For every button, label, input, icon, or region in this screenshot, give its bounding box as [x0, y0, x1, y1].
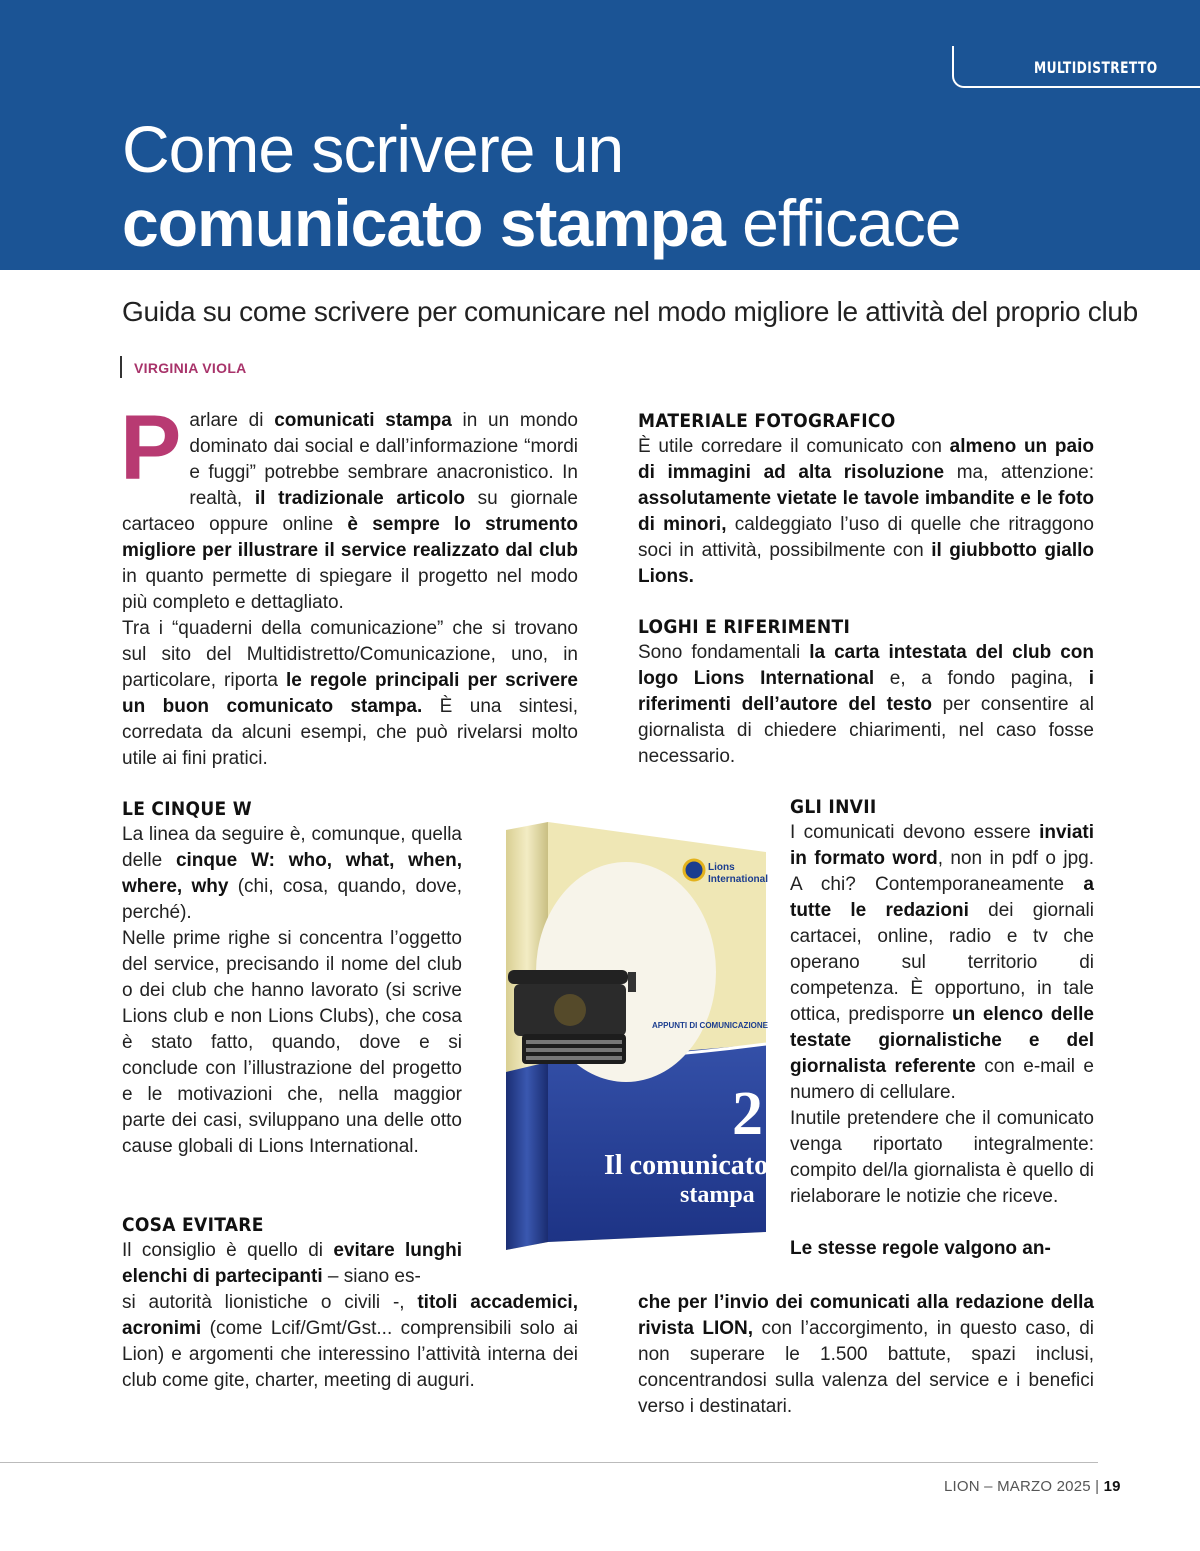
bold-text-run: inviati in formato word	[790, 822, 1094, 869]
text-run: (chi, cosa, quando, dove, perché).	[122, 876, 462, 923]
invii-paragraph-3-start	[790, 1236, 1094, 1262]
text-run: arlare di	[189, 410, 275, 431]
section-heading: LOGHI E RIFERIMENTI	[638, 616, 851, 638]
book-series: APPUNTI DI COMUNICAZIONE	[652, 1021, 768, 1030]
book-spine-blue	[506, 1062, 548, 1250]
header-banner	[0, 0, 1200, 270]
bold-text-run: assolutamente vietate le tavole imbandite e le foto di minori,	[638, 488, 1094, 535]
text-run: Sono fondamentali	[638, 642, 810, 663]
section-heading: LE CINQUE W	[122, 798, 252, 820]
intro-column	[120, 397, 579, 772]
section-cosa-evitare-continued	[122, 1290, 578, 1394]
book-title-line1: Il comunicato	[604, 1150, 769, 1181]
bold-text-run: la carta intestata del club con logo Lions International	[638, 642, 1094, 689]
text-run: su giornale cartaceo oppure online	[122, 488, 578, 535]
bold-text-run: evitare lunghi elenchi di partecipanti	[122, 1240, 462, 1287]
text-run: Il consiglio è quello di	[122, 1240, 334, 1261]
drop-cap: P	[120, 397, 182, 499]
bold-text-run: almeno un paio di immagini ad alta risoluzione	[638, 436, 1094, 483]
lions-logo-icon	[684, 860, 704, 880]
book-title-line2: stampa	[680, 1182, 755, 1208]
typewriter-illustration	[508, 970, 636, 1064]
text-run: È una sintesi, corredata da alcuni esempi, che può rivelarsi molto utile ai fini pratici.	[122, 696, 578, 769]
section-loghi	[638, 614, 1094, 770]
author-byline: VIRGINIA VIOLA	[134, 360, 247, 376]
text-run: , non in pdf o jpg. A chi? Contemporaneamente	[790, 848, 1094, 895]
text-run: (come Lcif/Gmt/Gst... comprensibili solo ai Lion) e argomenti che interessino l’attività interna dei club come gite, charter, meeting di auguri.	[122, 1318, 578, 1391]
cosa-evitare-paragraph-end	[122, 1290, 578, 1394]
text-run: in un mondo dominato dai social e dall’informazione “mordi e fuggi” potrebbe sembrare anacronistico. In realtà,	[189, 410, 579, 509]
text-run: si autorità lionistiche o civili -,	[122, 1292, 418, 1313]
text-run: – siano es-	[322, 1266, 421, 1287]
byline-divider	[120, 356, 122, 378]
text-run: e, a fondo pagina,	[874, 668, 1089, 689]
text-run: È utile corredare il comunicato con	[638, 436, 950, 457]
bold-text-run: il tradizionale articolo	[254, 488, 465, 509]
text-run: caldeggiato l’uso di quelle che ritraggono soci in attività, possibilmente con	[638, 514, 1094, 561]
materiale-paragraph	[638, 434, 1094, 590]
text-run: Tra i “quaderni della comunicazione” che si trovano sul sito del Multidistretto/Comunicazione, uno, in particolare, riporta	[122, 618, 578, 691]
section-cinque-w	[122, 796, 462, 1160]
intro-paragraph-2	[122, 616, 578, 772]
invii-paragraph-1	[790, 820, 1094, 1106]
footer-issue: LION – MARZO 2025 |	[944, 1478, 1100, 1495]
intro-paragraph-1	[120, 397, 579, 616]
title-rest: efficace	[724, 186, 961, 260]
text-run: con e-mail e numero di cellulare.	[790, 1056, 1094, 1103]
page-title	[122, 112, 960, 260]
section-gli-invii-continued	[638, 1290, 1094, 1420]
page-footer	[944, 1478, 1121, 1495]
book-cover-image	[500, 822, 772, 1262]
text-run: La linea da seguire è, comunque, quella delle	[122, 824, 462, 871]
page-number: 19	[1103, 1478, 1121, 1495]
book-brand-line1: Lions	[708, 862, 735, 873]
bold-text-run: è sempre lo strumento migliore per illustrare il service realizzato dal club	[122, 514, 578, 561]
bold-text-run: comunicati stampa	[274, 410, 452, 431]
text-run: dei giornali cartacei, online, radio e tv che operano sul territorio di competenza. È opportuno, in tale ottica, predisporre	[790, 900, 1094, 1025]
text-run: per consentire al giornalista di chiedere chiarimenti, nel caso fosse necessario.	[638, 694, 1095, 767]
text-run: in quanto permette di spiegare il progetto nel modo più completo e dettagliato.	[122, 566, 578, 613]
text-run: I comunicati devono essere	[790, 822, 1040, 843]
bold-text-run: titoli accademici, acronimi	[122, 1292, 578, 1339]
book-number: 2	[732, 1080, 763, 1148]
section-heading: MATERIALE FOTOGRAFICO	[638, 410, 896, 432]
title-line-1: Come scrivere un	[122, 112, 624, 186]
section-cosa-evitare	[122, 1212, 462, 1290]
section-tag: MULTIDISTRETTO	[1034, 58, 1158, 77]
bold-text-run: cinque W: who, what, when, where, why	[122, 850, 462, 897]
section-gli-invii	[790, 794, 1094, 1262]
cosa-evitare-paragraph-start	[122, 1238, 462, 1290]
text-run: con l’accorgimento, in questo caso, di non superare le 1.500 battute, spazi inclusi, concentrandosi sulla valenza del service e i benefici verso i destinatari.	[638, 1318, 1094, 1417]
book-brand-line2: International	[708, 874, 769, 885]
bold-text-run: i riferimenti dell’autore del testo	[638, 668, 1095, 715]
title-bold: comunicato stampa	[122, 186, 725, 260]
text-run: Inutile pretendere che il comunicato venga riportato integralmente: compito del/la giornalista è quello di rielaborare le notizie che riceve.	[790, 1108, 1094, 1207]
text-run: Nelle prime righe si concentra l’oggetto del service, precisando il nome del club o dei club che hanno lavorato (si scrive Lions club e non Lions Clubs), che cosa è stato fatto, quando, dove e si conclude con l’illustrazione del progetto e le motivazioni che, nella maggior parte dei casi, sviluppano una delle otto cause globali di Lions International.	[122, 928, 462, 1157]
section-heading: COSA EVITARE	[122, 1214, 264, 1236]
cinque-w-paragraph-1	[122, 822, 462, 926]
bold-text-run: un elenco delle testate giornalistiche e del giornalista referente	[790, 1004, 1094, 1077]
invii-paragraph-3-end	[638, 1290, 1094, 1420]
text-run: ma, attenzione:	[944, 462, 1094, 483]
cinque-w-paragraph-2	[122, 926, 462, 1160]
bold-text-run: Le stesse regole valgono an-	[790, 1238, 1051, 1259]
bold-text-run: il giubbotto giallo Lions.	[638, 540, 1094, 587]
invii-paragraph-2	[790, 1106, 1094, 1210]
bold-text-run: le regole principali per scrivere un buon comunicato stampa.	[122, 670, 578, 717]
section-heading: GLI INVII	[790, 796, 877, 818]
subtitle: Guida su come scrivere per comunicare nel modo migliore le attività del proprio club	[122, 296, 1138, 327]
section-materiale-fotografico	[638, 408, 1094, 590]
bold-text-run: a tutte le redazioni	[790, 874, 1094, 921]
loghi-paragraph	[638, 640, 1094, 770]
bold-text-run: che per l’invio dei comunicati alla redazione della rivista LION,	[638, 1292, 1094, 1339]
footer-divider	[0, 1462, 1098, 1463]
